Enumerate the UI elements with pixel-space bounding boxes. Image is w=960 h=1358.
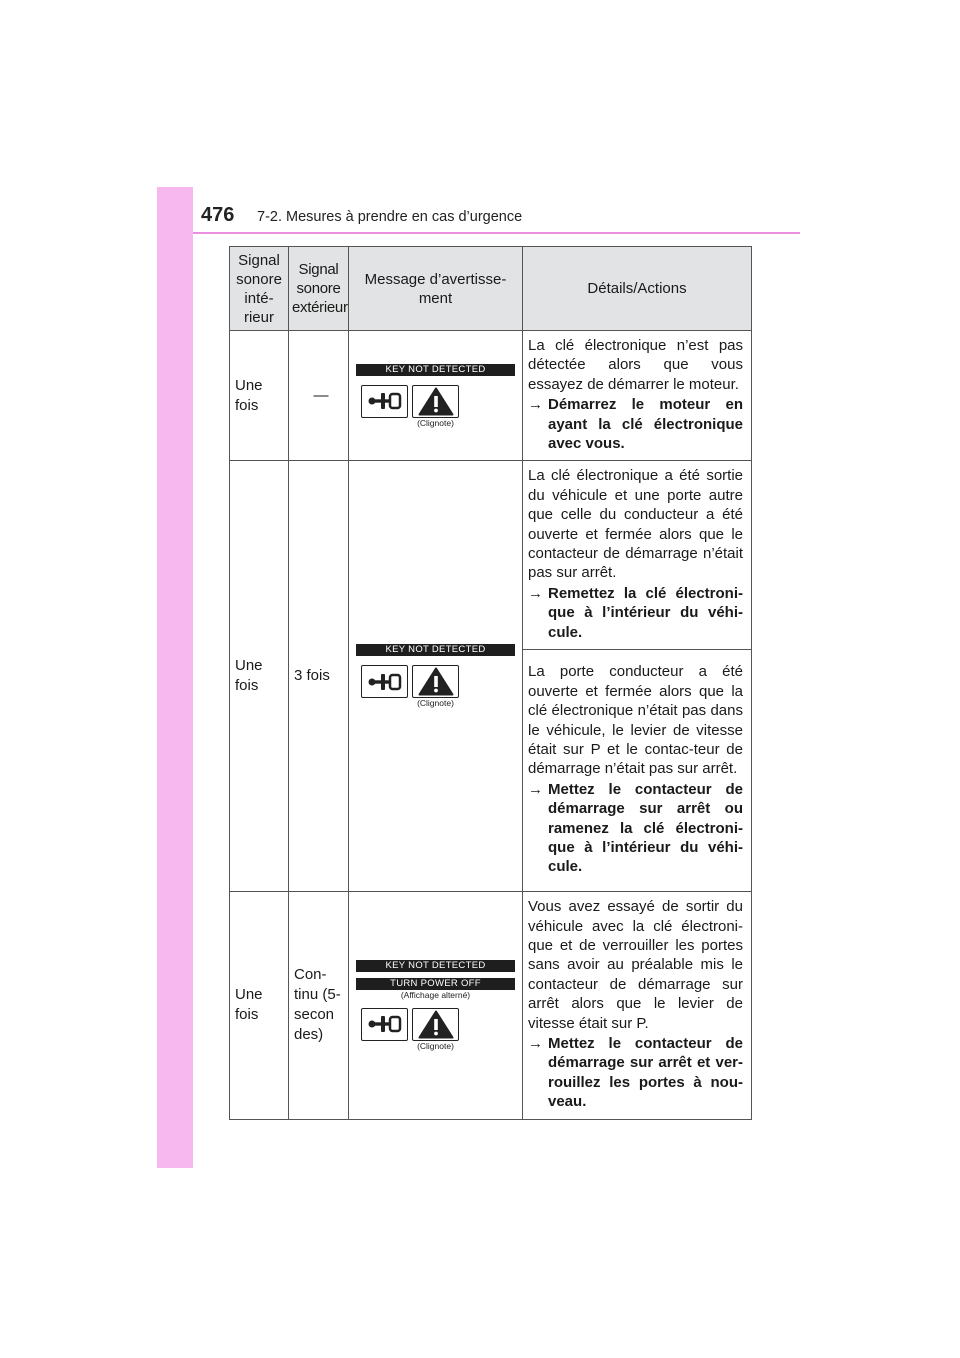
details-cell	[523, 650, 752, 892]
interior-signal-cell: Une fois	[230, 892, 289, 1119]
key-icon	[361, 385, 408, 418]
col-header-message: Message d’avertisse-ment	[349, 247, 523, 331]
col-header-details: Détails/Actions	[523, 247, 752, 331]
blink-caption: (Clignote)	[417, 698, 454, 709]
table-row	[230, 892, 752, 1119]
interior-signal-cell: Une fois	[230, 331, 289, 461]
col-header-interior: Signal sonore inté-rieur	[230, 247, 289, 331]
blink-caption: (Clignote)	[417, 1040, 454, 1051]
warning-triangle-icon	[412, 665, 459, 698]
alternating-caption: (Affichage alterné)	[400, 989, 471, 1000]
table-header-row	[230, 247, 752, 331]
action-text: Mettez le contacteur de démarrage sur arrêt ou ramenez la clé électroni-que à l’intérieur du véhi-cule.	[548, 780, 743, 876]
table-row	[230, 461, 752, 650]
exterior-signal-cell: —	[289, 331, 349, 461]
key-icon	[361, 1008, 408, 1041]
indicator-icons	[356, 385, 515, 418]
table-row	[230, 331, 752, 461]
interior-signal-cell: Une fois	[230, 461, 289, 892]
details-text: La clé électronique a été sortie du véhicule et une porte autre que celle du conducteur a été ouverte et fermée alors que le contacteur de démarrage n’était pas sur arrêt.	[528, 467, 743, 582]
details-cell	[523, 461, 752, 650]
exterior-signal-cell: Con-tinu (5-secon des)	[289, 892, 349, 1119]
blink-caption: (Clignote)	[417, 417, 454, 428]
arrow-icon: →	[528, 584, 543, 602]
details-text: La clé électronique n’est pas détectée alors que vous essayez de démarrer le moteur.	[528, 337, 743, 393]
warning-table	[229, 246, 752, 1120]
action-text: Démarrez le moteur en ayant la clé électronique avec vous.	[548, 396, 743, 453]
action-text: Remettez la clé électroni-que à l’intérieur du véhi-cule.	[548, 584, 743, 641]
details-text: La porte conducteur a été ouverte et fermée alors que la clé électronique n’était pas dans le véhicule, le levier de vitesse était sur P et le contac-teur de démarrage n’était pas sur arrêt.	[528, 663, 743, 778]
key-not-detected-message: KEY NOT DETECTED	[356, 364, 515, 376]
indicator-icons	[356, 665, 515, 698]
arrow-icon: →	[528, 1034, 543, 1052]
warning-display-cell	[349, 331, 523, 461]
col-header-exterior: Signal sonore extérieur	[289, 247, 349, 331]
exterior-signal-cell: 3 fois	[289, 461, 349, 892]
action-item	[528, 395, 743, 453]
action-item	[528, 584, 743, 642]
arrow-icon: →	[528, 396, 543, 414]
key-not-detected-message: KEY NOT DETECTED	[356, 644, 515, 656]
page-number: 476	[201, 204, 235, 226]
header-divider	[193, 232, 800, 234]
turn-power-off-message: TURN POWER OFF	[356, 978, 515, 990]
indicator-icons	[356, 1008, 515, 1041]
chapter-side-tab	[157, 187, 193, 1168]
warning-display-cell	[349, 892, 523, 1119]
section-title: 7-2. Mesures à prendre en cas d’urgence	[257, 209, 523, 225]
action-item	[528, 780, 743, 877]
arrow-icon: →	[528, 780, 543, 798]
details-cell	[523, 331, 752, 461]
action-text: Mettez le contacteur de démarrage sur arrêt et ver-rouillez les portes à nou-veau.	[548, 1034, 743, 1111]
key-icon	[361, 665, 408, 698]
warning-triangle-icon	[412, 1008, 459, 1041]
key-not-detected-message: KEY NOT DETECTED	[356, 960, 515, 972]
warning-display-cell	[349, 461, 523, 892]
details-text: Vous avez essayé de sortir du véhicule avec la clé électroni-que et de verrouiller les portes sans avoir au préalable mis le contacteur de démarrage sur arrêt alors que le levier de vitesse était sur P.	[528, 898, 743, 1032]
details-cell	[523, 892, 752, 1119]
action-item	[528, 1034, 743, 1112]
warning-triangle-icon	[412, 385, 459, 418]
